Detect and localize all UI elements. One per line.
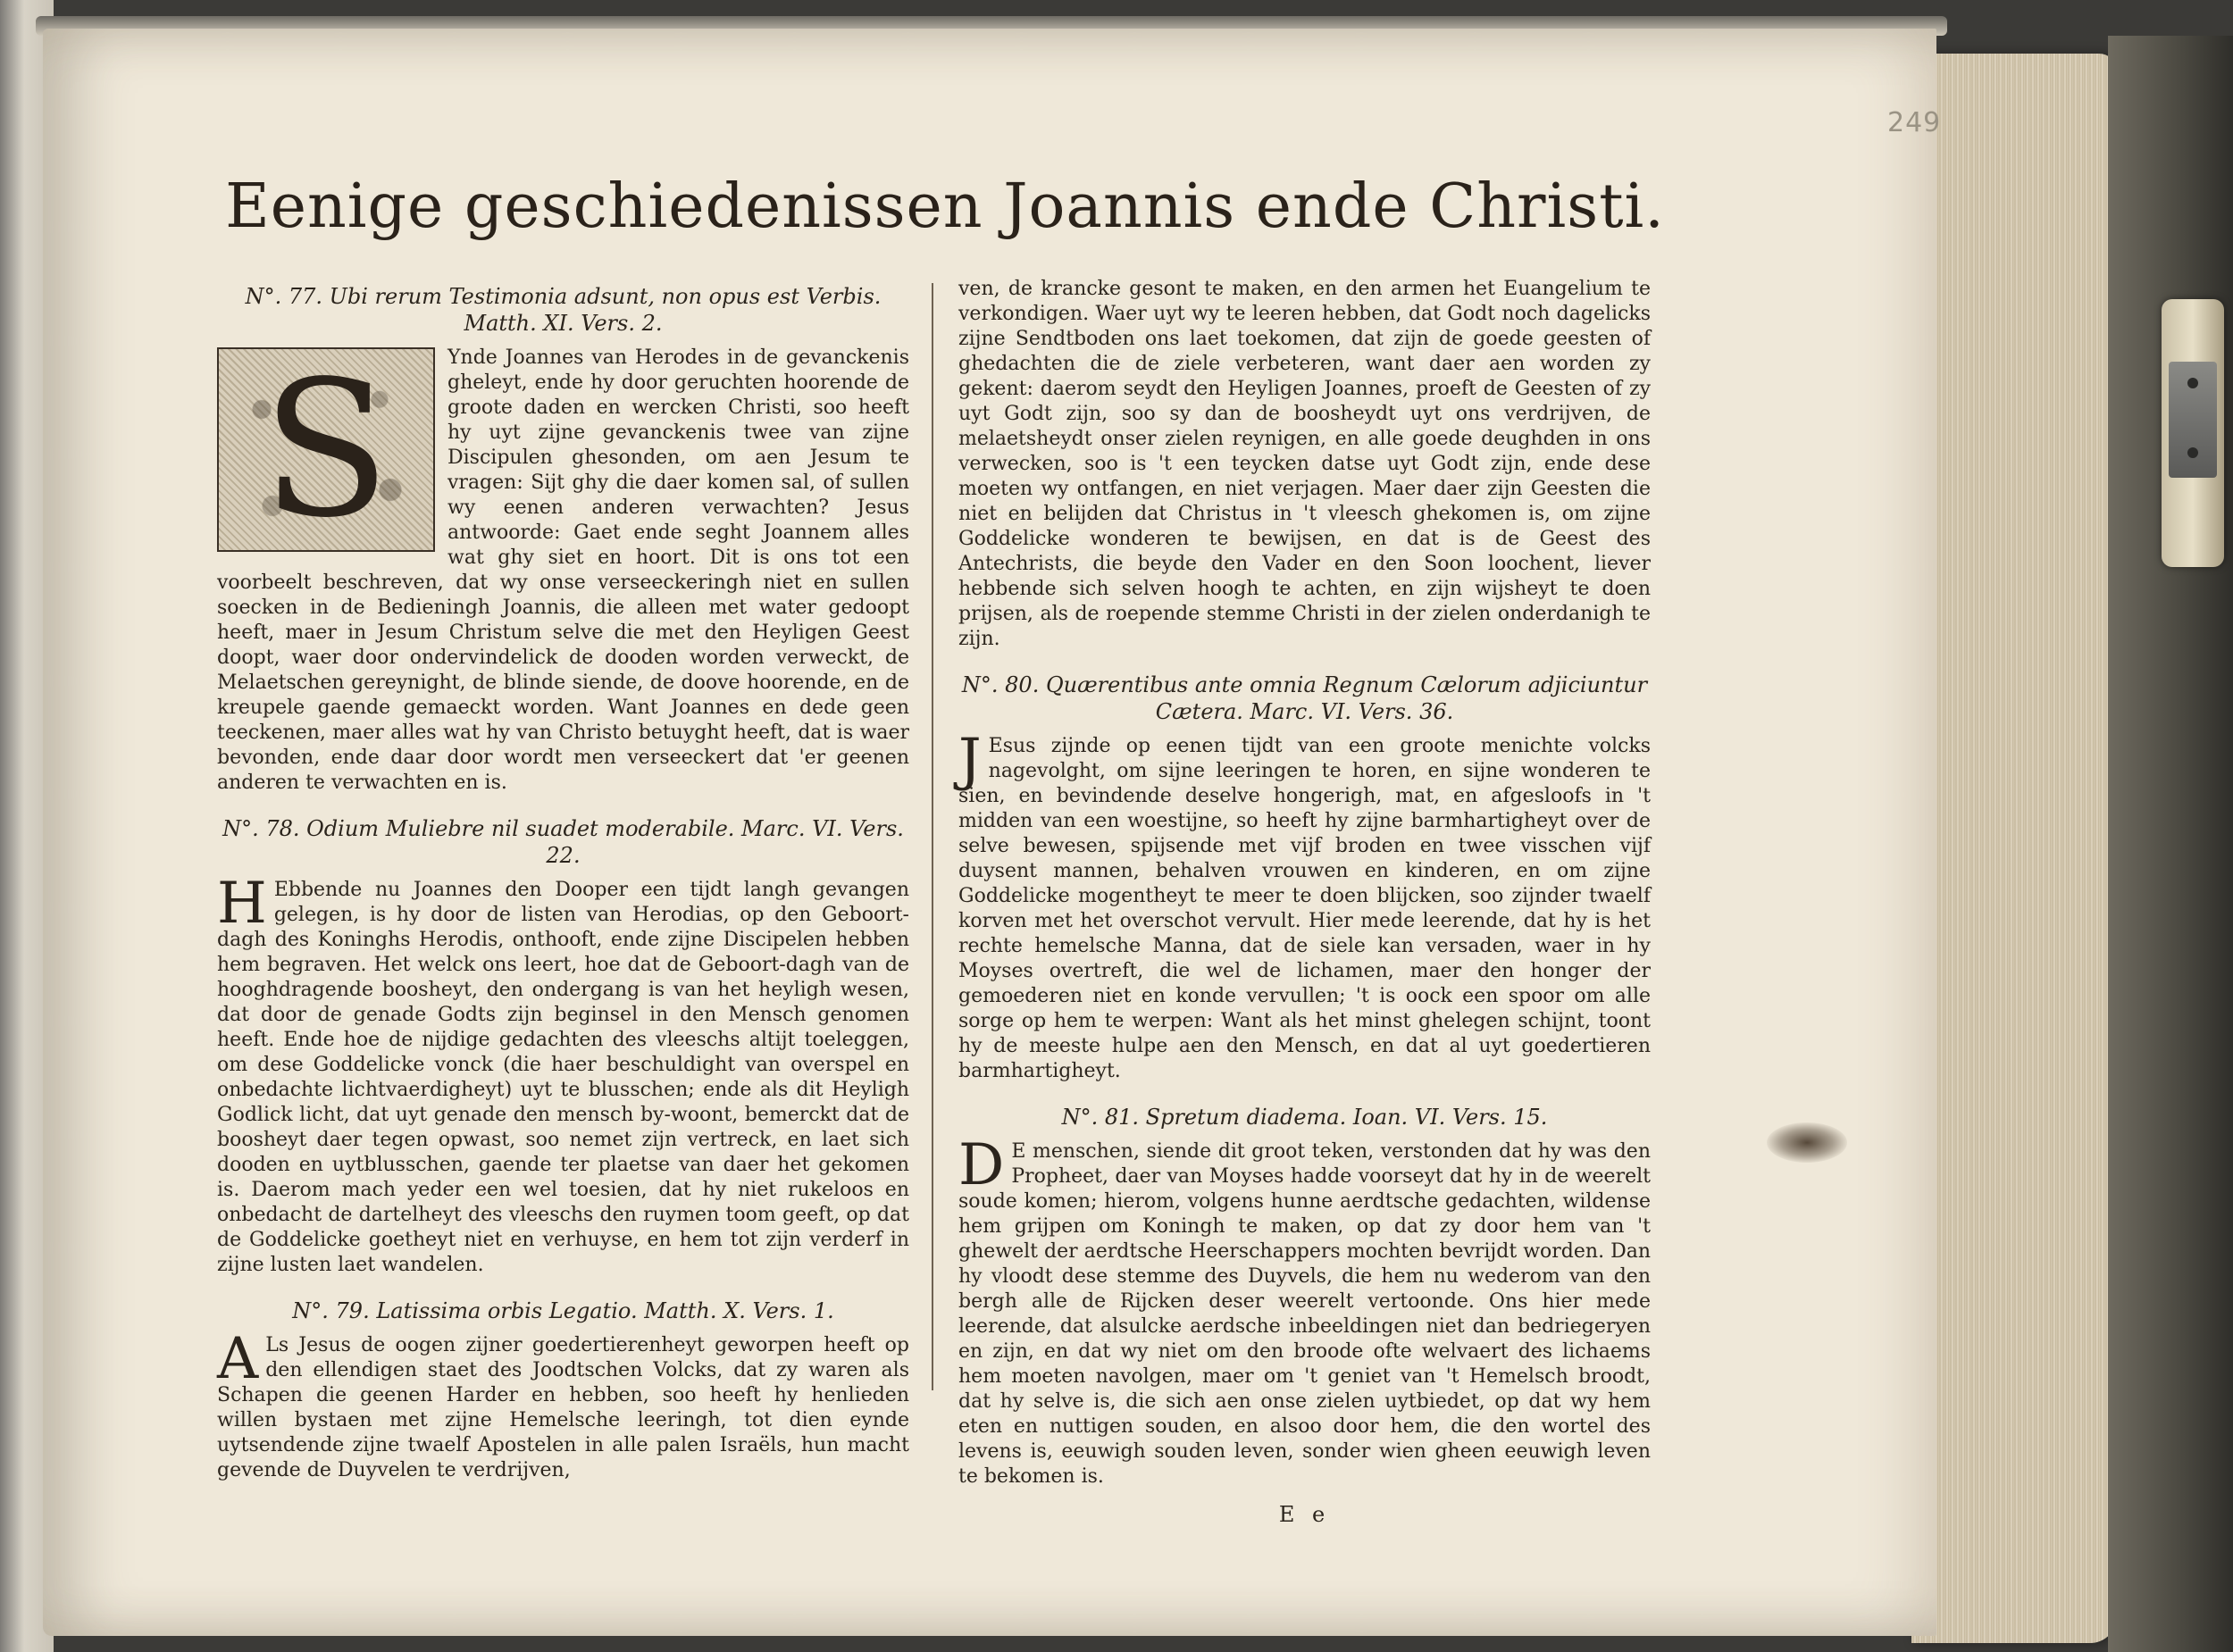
section-text-79 xyxy=(217,1326,909,1483)
page-title: Eenige geschiedenissen Joannis ende Christi. xyxy=(225,171,1665,242)
page-number: 249 xyxy=(1887,107,1942,138)
signature-mark: E e xyxy=(1278,1502,1331,1527)
section-heading-78: N°. 78. Odium Muliebre nil suadet moderabile. Marc. VI. Vers. 22. xyxy=(222,816,904,868)
section-text-80 xyxy=(958,727,1651,1084)
book-page xyxy=(43,29,1942,1636)
initial-a: A xyxy=(217,1326,259,1392)
decorated-initial-s: S xyxy=(217,347,435,552)
continuation-text: ven, de krancke gesont te maken, en den armen het Euangelium te verkondigen. Waer uyt wy te leeren hebben, dat Godt noch dagelicks zijne Sendtboden ons laet toekomen, dat zijn de goede geesten of ghedachten die de ziele verbeteren, want daer aen worden zy gekent: daerom seydt den Heyligen Joannes, proeft de Geesten of zy uyt Godt zijn, soo sy dan de boosheydt uyt ons verdrijven, de melaetsheydt onser zielen reynigen, en alle goede deughden in ons verwecken, soo is 't een teycken datse uyt Godt zijn, ende dese moeten wy ontfangen, en niet verjagen. Maer daer zijn Geesten die niet en belijden dat Christus in 't vleesch ghekomen is, om zijne Goddelicke wonderen te bewijsen, en dat is de Geest des Antechrists, die beyde den Vader en den Soon loochent, liever hebbende sich selven hoogh te achten, en zijn wijsheyt te doen prijsen, als de roepende stemme Christi in der zielen onderdanigh te zijn. xyxy=(958,278,1651,650)
section-text-78 xyxy=(217,871,909,1278)
left-column xyxy=(217,283,909,1483)
initial-h: H xyxy=(217,871,267,937)
section-text-81 xyxy=(958,1132,1651,1489)
section-heading-77: N°. 77. Ubi rerum Testimonia adsunt, non opus est Verbis. Matth. XI. Vers. 2. xyxy=(245,284,882,336)
section-body-77: Ynde Joannes van Herodes in de gevanckenis gheleyt, ende hy door geruchten hoorende de groote daden en wercken Christi, soo heeft hy uyt zijne gevanckenis twee van zijne Discipulen ghesonden, om aen Jesum te vragen: Sijt ghy die daer komen sal, of sullen wy eenen anderen verwachten? Jesus antwoorde: Gaet ende seght Joannem alles wat ghy siet en hoort. Dit is ons tot een voorbeelt beschreven, dat wy onse verseeckeringh niet en sullen soecken in de Bedieningh Joannis, die alleen met water gedoopt heeft, maer in Jesum Christum selve die met den Heyligen Geest doopt, waer door ondervindelick de dooden worden verweckt, de Melaetschen gereynight, de blinde siende, de doove hoorende, en de kreupele gaende gemaeckt worden. Want Joannes en dede geen teeckenen, maer alles wat hy van Christo betuyght heeft, dat is waer bevonden, ende daar door wordt men verseeckert dat 'er geenen anderen te verwachten en is. xyxy=(217,346,909,794)
right-column xyxy=(958,277,1651,1527)
section-body-81: E menschen, siende dit groot teken, verstonden dat hy was den Propheet, daer van Moyses hadde voorseyt dat hy in de weerelt soude komen; hierom, volgens hunne aerdtsche gedachten, wildense hem grijpen om Koningh te maken, op dat zy door hem van 't ghewelt der aerdtsche Heerschappers mochten bevrijdt worden. Dan hy vloodt dese stemme des Duyvels, die hem nu wederom van den bergh alle de Rijcken deser weerelt vertoonde. Ons hier mede leerende, dat alsulcke aerdsche inbeeldingen niet dan bedriegeryen en zijn, en dat wy niet om den broode ofte welvaert des lichaems hem moeten navolgen, maer om 't geniet van 't Hemelsch broodt, dat hy selve is, die sich aen onse zielen uytbiedet, op dat wy hem eten en nuttigen souden, en alsoo door hem, die den wortel des levens is, eeuwigh souden leven, sonder wien gheen eeuwigh leven te bekomen is. xyxy=(958,1140,1651,1488)
book-cover-edge xyxy=(2108,36,2233,1652)
section-body-80: Esus zijnde op eenen tijdt van een groote menichte volcks nagevolght, om sijne leeringen te horen, en sijne wonderen te sien, en bevindende deselve hongerigh, mat, en afgesloofs in 't midden van een woestijne, so heeft hy zijne barmhartigheyt over de selve bewesen, spijsende met vijf broden en twee visschen vijf duysent mannen, behalven vrouwen en kinderen, en om zijne Goddelicke mogentheyt te meer te doen blijcken, soo zijnder twaelf korven met het overschot vervult. Hier mede leerende, dat hy is het rechte hemelsche Manna, dat de siele kan versaden, waer in hy Moyses overtreft, die wel de lichamen, maer den honger der gemoederen niet en konde vervullen; 't is oock een spoor om alle sorge op hem te werpen: Want als het minst ghelegen schijnt, toont hy de meeste hulpe aen den Mensch, en dat al uyt goedertieren barmhartigheyt. xyxy=(958,735,1651,1082)
clasp-hole-icon xyxy=(2187,378,2198,388)
section-heading-80: N°. 80. Quærentibus ante omnia Regnum Cælorum adjiciuntur Cætera. Marc. VI. Vers. 36. xyxy=(961,672,1648,724)
initial-d: D xyxy=(958,1132,1005,1198)
book-clasp xyxy=(2162,299,2224,567)
section-heading-79: N°. 79. Latissima orbis Legatio. Matth. X. Vers. 1. xyxy=(292,1298,834,1323)
clasp-plate xyxy=(2169,362,2217,478)
initial-j: J xyxy=(958,727,982,793)
section-body-78: Ebbende nu Joannes den Dooper een tijdt langh gevangen gelegen, is hy door de listen van Herodias, op den Geboort-dagh des Koninghs Herodis, onthooft, ende zijne Discipelen hebben hem begraven. Het welck ons leert, hoe dat de Geboort-dagh van de hooghdragende boosheyt, den ondergang is van het heyligh wesen, dat door de genade Godts zijn beginsel in den Mensch genomen heeft. Ende hoe de nijdige gedachten des vleeschs altijt toeleggen, om dese Goddelicke vonck (die haer beschuldight van overspel en onbedachte lichtvaerdigheyt) uyt te blusschen; ende als dit Heyligh Godlick licht, dat uyt genade den mensch by-woont, bemerckt dat de boosheyt daer tegen opwast, soo nemet zijn vertreck, en laet sich dooden en uytblusschen, gaende ter plaetse van daer het gekomen is. Daerom mach yeder een wel toesien, dat hy niet rukeloos en onbedacht de dartelheyt des vleeschs den ruymen toom geeft, op dat de Goddelicke goetheyt niet en verhuyse, en hem tot zijn verderf in zijne lusten laet wandelen. xyxy=(217,879,909,1276)
page-block-edge xyxy=(1911,54,2117,1643)
section-body-79: Ls Jesus de oogen zijner goedertierenheyt geworpen heeft op den ellendigen staet des Joodtschen Volcks, dat zy waren als Schapen die geenen Harder en hebben, soo heeft hy henlieden willen bystaen met zijne Hemelsche leeringh, tot dien eynde uytsendende zijne twaelf Apostelen in alle palen Israëls, hun macht gevende de Duyvelen te verdrijven, xyxy=(217,1334,909,1481)
column-divider xyxy=(932,283,933,1390)
ink-stain xyxy=(1767,1122,1847,1163)
section-text-77 xyxy=(217,339,909,796)
clasp-hole-icon xyxy=(2187,447,2198,458)
section-heading-81: N°. 81. Spretum diadema. Ioan. VI. Vers. 15. xyxy=(1061,1105,1548,1130)
